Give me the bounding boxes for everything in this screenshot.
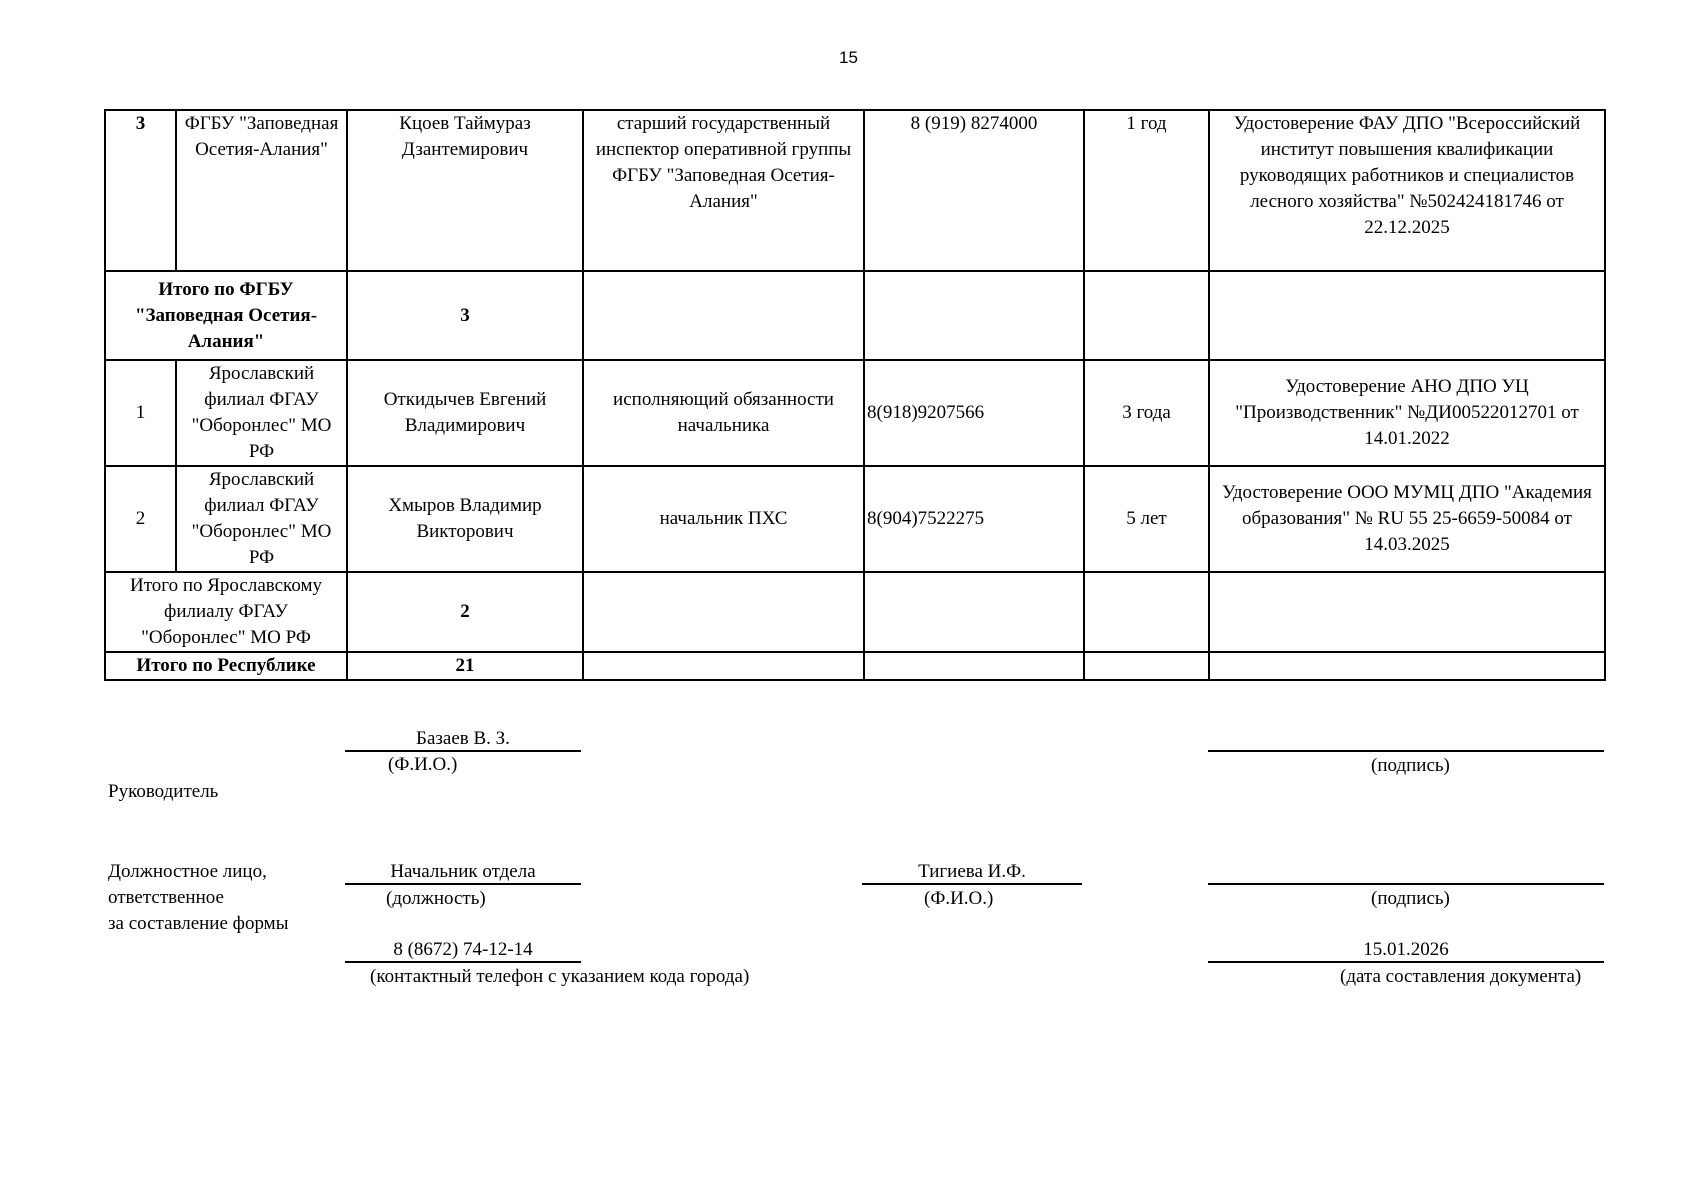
subtotal-count: 3	[347, 271, 583, 360]
official-label-line-2: ответственное	[108, 887, 224, 908]
official-name-line	[862, 883, 1082, 885]
subtotal-label: Итого по ФГБУ "Заповедная Осетия-Алания"	[105, 271, 347, 360]
position-cell: исполняющий обязанности начальника	[583, 360, 864, 466]
empty-cell	[1209, 271, 1605, 360]
row-number: 3	[105, 110, 176, 271]
empty-cell	[1209, 652, 1605, 680]
official-name: Тигиева И.Ф.	[918, 861, 1026, 882]
head-name-line	[345, 750, 581, 752]
contact-phone-line	[345, 961, 581, 963]
contact-phone: 8 (8672) 74-12-14	[393, 939, 533, 960]
full-name-cell: Хмыров Владимир Викторович	[347, 466, 583, 572]
head-name: Базаев В. З.	[416, 728, 510, 749]
full-name-cell: Откидычев Евгений Владимирович	[347, 360, 583, 466]
official-label-line-3: за составление формы	[108, 913, 289, 934]
official-signature-caption: (подпись)	[1371, 888, 1450, 909]
empty-cell	[1084, 271, 1209, 360]
empty-cell	[1084, 572, 1209, 652]
document-date: 15.01.2026	[1363, 939, 1449, 960]
empty-cell	[583, 271, 864, 360]
head-signature-line	[1208, 750, 1604, 752]
empty-cell	[583, 652, 864, 680]
table-row	[105, 466, 1605, 572]
contact-phone-caption: (контактный телефон с указанием кода города)	[370, 966, 750, 987]
official-position-line	[345, 883, 581, 885]
certificate-cell: Удостоверение ООО МУМЦ ДПО "Академия образования" № RU 55 25-6659-50084 от 14.03.2025	[1209, 466, 1605, 572]
organization-cell: Ярославский филиал ФГАУ "Оборонлес" МО РФ	[176, 466, 347, 572]
row-number: 1	[105, 360, 176, 466]
table-row	[105, 360, 1605, 466]
head-signature-caption: (подпись)	[1371, 755, 1450, 776]
row-number: 2	[105, 466, 176, 572]
subtotal-label: Итого по Ярославскому филиалу ФГАУ "Оборонлес" МО РФ	[105, 572, 347, 652]
phone-cell: 8(904)7522275	[864, 466, 1084, 572]
empty-cell	[864, 652, 1084, 680]
head-fio-caption: (Ф.И.О.)	[388, 754, 458, 775]
subtotal-row	[105, 271, 1605, 360]
total-count: 21	[347, 652, 583, 680]
official-signature-line	[1208, 883, 1604, 885]
empty-cell	[583, 572, 864, 652]
official-position: Начальник отдела	[390, 861, 536, 882]
page-number: 15	[839, 48, 858, 67]
phone-cell: 8(918)9207566	[864, 360, 1084, 466]
document-date-caption: (дата составления документа)	[1340, 966, 1582, 987]
phone-cell: 8 (919) 8274000	[864, 110, 1084, 271]
official-label-line-1: Должностное лицо,	[108, 861, 267, 882]
total-label: Итого по Республике	[105, 652, 347, 680]
position-cell: старший государственный инспектор оперативной группы ФГБУ "Заповедная Осетия-Алания"	[583, 110, 864, 271]
document-date-line	[1208, 961, 1604, 963]
empty-cell	[864, 572, 1084, 652]
certificate-cell: Удостоверение ФАУ ДПО "Всероссийский институт повышения квалификации руководящих работников и специалистов лесного хозяйства" №502424181746 от 22.12.2025	[1209, 110, 1605, 271]
subtotal-count: 2	[347, 572, 583, 652]
organization-cell: ФГБУ "Заповедная Осетия-Алания"	[176, 110, 347, 271]
organization-cell: Ярославский филиал ФГАУ "Оборонлес" МО РФ	[176, 360, 347, 466]
subtotal-row	[105, 572, 1605, 652]
experience-cell: 3 года	[1084, 360, 1209, 466]
experience-cell: 5 лет	[1084, 466, 1209, 572]
official-fio-caption: (Ф.И.О.)	[924, 888, 994, 909]
full-name-cell: Кцоев Таймураз Дзантемирович	[347, 110, 583, 271]
staff-table	[104, 109, 1606, 681]
certificate-cell: Удостоверение АНО ДПО УЦ "Производственник" №ДИ00522012701 от 14.01.2022	[1209, 360, 1605, 466]
position-caption: (должность)	[386, 888, 486, 909]
experience-cell: 1 год	[1084, 110, 1209, 271]
empty-cell	[864, 271, 1084, 360]
table-row	[105, 110, 1605, 271]
position-cell: начальник ПХС	[583, 466, 864, 572]
empty-cell	[1209, 572, 1605, 652]
empty-cell	[1084, 652, 1209, 680]
head-label: Руководитель	[108, 781, 219, 802]
total-row	[105, 652, 1605, 680]
